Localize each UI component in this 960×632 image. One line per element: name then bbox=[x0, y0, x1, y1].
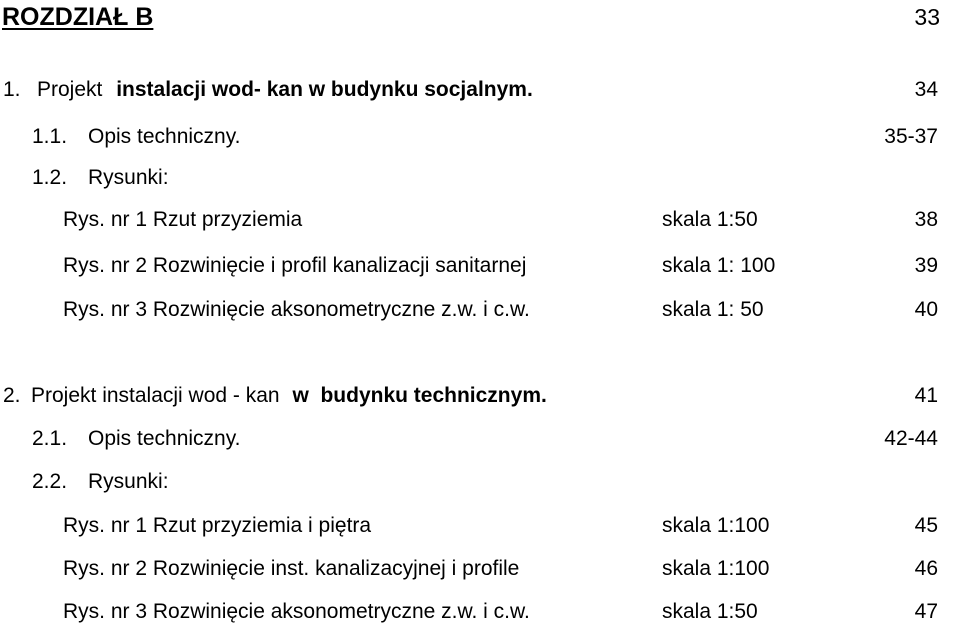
drawing-label: Rys. nr 3 Rozwinięcie aksonometryczne z.w. i c.w. bbox=[63, 600, 530, 623]
item-number: 1.1. bbox=[32, 125, 68, 148]
section-1-page: 34 bbox=[914, 78, 938, 101]
chapter-page: 33 bbox=[914, 4, 940, 30]
drawing-page: 47 bbox=[914, 600, 938, 623]
item-number: 2.1. bbox=[32, 427, 68, 450]
drawing-page: 45 bbox=[914, 514, 938, 537]
section-1-title-plain: Projekt bbox=[37, 78, 103, 101]
drawing-row bbox=[0, 597, 960, 627]
drawing-scale: skala 1:100 bbox=[662, 514, 770, 537]
item-page: 35-37 bbox=[884, 125, 938, 148]
chapter-title: ROZDZIAŁ B bbox=[2, 3, 154, 31]
section-1-number: 1. bbox=[3, 78, 21, 101]
drawing-label: Rys. nr 1 Rzut przyziemia i piętra bbox=[63, 514, 372, 537]
drawing-row bbox=[0, 205, 960, 235]
drawing-scale: skala 1: 50 bbox=[662, 298, 764, 321]
section-2-page: 41 bbox=[914, 384, 938, 407]
drawing-scale: skala 1: 100 bbox=[662, 254, 776, 277]
item-1-1 bbox=[0, 122, 960, 152]
drawing-label: Rys. nr 2 Rozwinięcie inst. kanalizacyjnej i profile bbox=[63, 557, 520, 580]
item-number: 1.2. bbox=[32, 166, 68, 189]
chapter-heading bbox=[0, 2, 960, 32]
drawing-row bbox=[0, 251, 960, 281]
drawing-page: 39 bbox=[914, 254, 938, 277]
item-label: Opis techniczny. bbox=[88, 427, 241, 450]
drawing-label: Rys. nr 1 Rzut przyziemia bbox=[63, 208, 303, 231]
item-label: Rysunki: bbox=[88, 470, 169, 493]
section-2-title-plain: Projekt instalacji wod - kan bbox=[31, 384, 280, 407]
item-label: Rysunki: bbox=[88, 166, 169, 189]
item-number: 2.2. bbox=[32, 470, 68, 493]
drawing-page: 38 bbox=[914, 208, 938, 231]
section-1-heading bbox=[0, 75, 960, 105]
section-2-title-bold: w budynku technicznym. bbox=[292, 384, 547, 407]
drawing-scale: skala 1:50 bbox=[662, 600, 758, 623]
section-1-title-bold: instalacji wod- kan w budynku socjalnym. bbox=[116, 78, 533, 101]
drawing-row bbox=[0, 554, 960, 584]
item-2-1 bbox=[0, 424, 960, 454]
drawing-page: 46 bbox=[914, 557, 938, 580]
drawing-page: 40 bbox=[914, 298, 938, 321]
drawing-label: Rys. nr 3 Rozwinięcie aksonometryczne z.w. i c.w. bbox=[63, 298, 530, 321]
item-1-2 bbox=[0, 163, 960, 193]
item-2-2 bbox=[0, 467, 960, 497]
drawing-row bbox=[0, 295, 960, 325]
drawing-scale: skala 1:50 bbox=[662, 208, 758, 231]
item-page: 42-44 bbox=[884, 427, 938, 450]
drawing-scale: skala 1:100 bbox=[662, 557, 770, 580]
drawing-row bbox=[0, 511, 960, 541]
item-label: Opis techniczny. bbox=[88, 125, 241, 148]
drawing-label: Rys. nr 2 Rozwinięcie i profil kanalizacji sanitarnej bbox=[63, 254, 527, 277]
section-2-heading bbox=[0, 381, 960, 411]
section-2-number: 2. bbox=[3, 384, 21, 407]
